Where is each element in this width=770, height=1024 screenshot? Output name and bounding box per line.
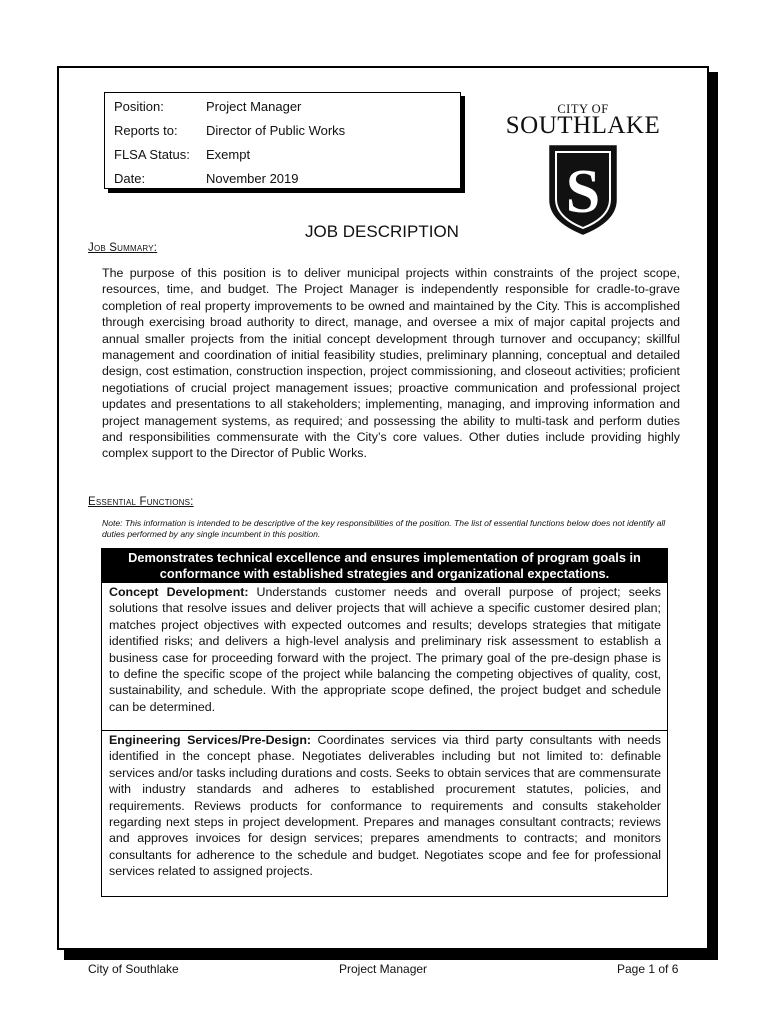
- functions-table-header: Demonstrates technical excellence and ensures implementation of program goals in conformance with established strategies and organizational expectations.: [102, 549, 667, 583]
- job-summary-text: The purpose of this position is to deliver municipal projects within constraints of the project scope, resources, time, and budget. The Project Manager is independently responsible for cradle-to-grave completion of real property improvements to be owned and maintained by the City. This is accomplished through exercising broad authority to direct, manage, and oversee a mix of major capital projects and annual smaller projects from the initial concept development through turnover and occupancy; skillful management and coordination of initial feasibility studies, preliminary planning, conceptual and detailed design, cost estimation, construction inspection, project commissioning, and closeout activities; proficient negotiations of crucial project management issues; proactive communication and professional project updates and presentations to all stakeholders; implementing, managing, and improving information and project management systems, as required; and possessing the ability to multi-task and perform duties and responsibilities commensurate with the City’s core values. Other duties include providing highly complex support to the Director of Public Works.: [102, 266, 680, 461]
- date-row: [114, 170, 299, 188]
- essential-functions-heading: Essential Functions:: [88, 496, 194, 508]
- job-summary-heading: Job Summary:: [88, 242, 158, 254]
- page-title: JOB DESCRIPTION: [305, 222, 459, 241]
- footer-title: Project Manager: [339, 962, 428, 976]
- reports-to-label: Reports to:: [114, 123, 178, 138]
- function-item-engineering-services: [102, 731, 667, 880]
- function-item-title: Concept Development:: [109, 585, 249, 599]
- function-item-text: Understands customer needs and overall purpose of project; seeks solutions that resolve issues and deliver projects that will achieve a specific customer desired plan; matches project objectives with expected outcomes and results; develops strategies that mitigate identified risks; and delivers a high-level analysis and preliminary risk assessment to establish a business case for proceeding forward with the project. The primary goal of the pre-design phase is to define the specific scope of the project while balancing the competing objectives of quality, cost, sustainability, and schedule. With the appropriate scope defined, the project budget and schedule can be determined.: [109, 585, 661, 714]
- function-item-title: Engineering Services/Pre-Design:: [109, 733, 312, 747]
- flsa-status-row: [114, 146, 250, 164]
- position-value: Project Manager: [206, 99, 302, 114]
- footer-org: City of Southlake: [88, 962, 179, 976]
- city-logo: [490, 100, 690, 240]
- position-label: Position:: [114, 99, 164, 114]
- position-row: [114, 98, 301, 116]
- flsa-status-value: Exempt: [206, 147, 251, 162]
- function-item-concept-development: [102, 583, 667, 731]
- reports-to-row: [114, 122, 345, 140]
- essential-functions-note: Note: This information is intended to be descriptive of the key responsibilities of the position. The list of essential functions below does not identify all duties performed by any single incumbent in this position.: [102, 518, 666, 539]
- footer-page-number: Page 1 of 6: [617, 962, 679, 976]
- flsa-status-label: FLSA Status:: [114, 147, 190, 162]
- function-item-text: Coordinates services via third party consultants with needs identified in the concept phase. Negotiates deliverables including but not limited to: definable services and/or tasks including durations and costs. Seeks to obtain services that are commensurate with industry standards and adheres to established procurement statutes, policies, and requirements. Reviews products for conformance to requirements and consults stakeholder regarding next steps in project development. Prepares and manages consultant contracts; reviews and approves invoices for design services; prepares amendments to contracts; and monitors consultants for adherence to the schedule and budget. Negotiates scope and fee for professional services related to assigned projects.: [109, 733, 661, 879]
- date-value: November 2019: [206, 171, 299, 186]
- logo-mark: S: [565, 158, 601, 226]
- functions-table: [101, 548, 668, 897]
- logo-southlake: SOUTHLAKE: [505, 112, 661, 139]
- shield-s-icon: [546, 144, 620, 236]
- date-label: Date:: [114, 171, 146, 186]
- position-info-box: [104, 92, 461, 189]
- reports-to-value: Director of Public Works: [206, 123, 346, 138]
- logo-city-of: CITY OF: [557, 102, 609, 116]
